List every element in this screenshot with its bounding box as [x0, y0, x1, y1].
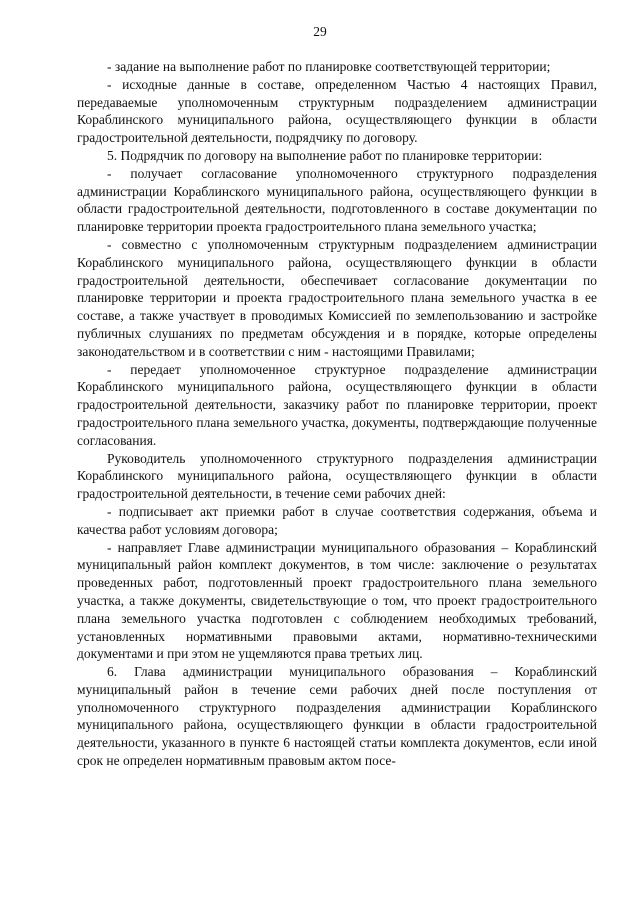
page-number: 29 [313, 24, 327, 39]
paragraph-sends-documents: - направляет Главе администрации муниципального образования – Кораблинский муниципальный район комплект документов, в том числе: заключение о результатах проведенных работ, подготовленный проект градостроительного плана земельного участка, а также документы, свидетельствующие о том, что проект градостроительного плана земельного участка подготовлен с соблюдением необходимых требований, установленных нормативными правовыми актами, нормативно-техническими документами и при этом не ущемляются права третьих лиц. [77, 539, 597, 662]
paragraph-receives-approval: - получает согласование уполномоченного структурного подразделения администрации Кораблинского муниципального района, осуществляющего функции в области градостроительной деятельности, подготовленного в составе документации по планировке территории проекта градостроительного плана земельного участка; [77, 165, 597, 235]
paragraph-head-of-unit: Руководитель уполномоченного структурного подразделения администрации Кораблинского муниципального района, осуществляющего функции в области градостроительной деятельности, в течение семи рабочих дней: [77, 450, 597, 502]
paragraph-signs-act: - подписывает акт приемки работ в случае соответствия содержания, объема и качества работ условиям договора; [77, 503, 597, 537]
paragraph-transfers: - передает уполномоченное структурное подразделение администрации Кораблинского муниципального района, осуществляющего функции в области градостроительной деятельности, заказчику работ по планировке территории, проект градостроительного плана земельного участка, документы, подтверждающие полученные согласования. [77, 361, 597, 448]
document-body [77, 58, 597, 770]
paragraph-task-item: - задание на выполнение работ по планировке соответствующей территории; [107, 59, 551, 74]
paragraph-clause-6: 6. Глава администрации муниципального образования – Кораблинский муниципальный район в течение семи рабочих дней после поступления от уполномоченного структурного подразделения администрации Кораблинского муниципального района, осуществляющего функции в области градостроительной деятельности, указанного в пункте 6 настоящей статьи комплекта документов, если иной срок не определен нормативным правовым актом посе- [77, 664, 597, 769]
paragraph-jointly-ensures: - совместно с уполномоченным структурным подразделением администрации Кораблинского муниципального района, осуществляющего функции в области градостроительной деятельности, обеспечивает согласование документации по планировке территории и проекта градостроительного плана земельного участка в ее составе, а также участвует в проводимых Комиссией по землепользованию и застройке публичных слушаниях по предметам обсуждения и в порядке, которые определены законодательством и в соответствии с ним - настоящими Правилами; [77, 236, 597, 359]
paragraph-clause-5: 5. Подрядчик по договору на выполнение работ по планировке территории: [107, 147, 543, 163]
paragraph-source-data-item: - исходные данные в составе, определенном Частью 4 настоящих Правил, передаваемые уполномоченным структурным подразделением администрации Кораблинского муниципального района, осуществляющего функции в области градостроительной деятельности, подрядчику по договору. [77, 76, 597, 146]
